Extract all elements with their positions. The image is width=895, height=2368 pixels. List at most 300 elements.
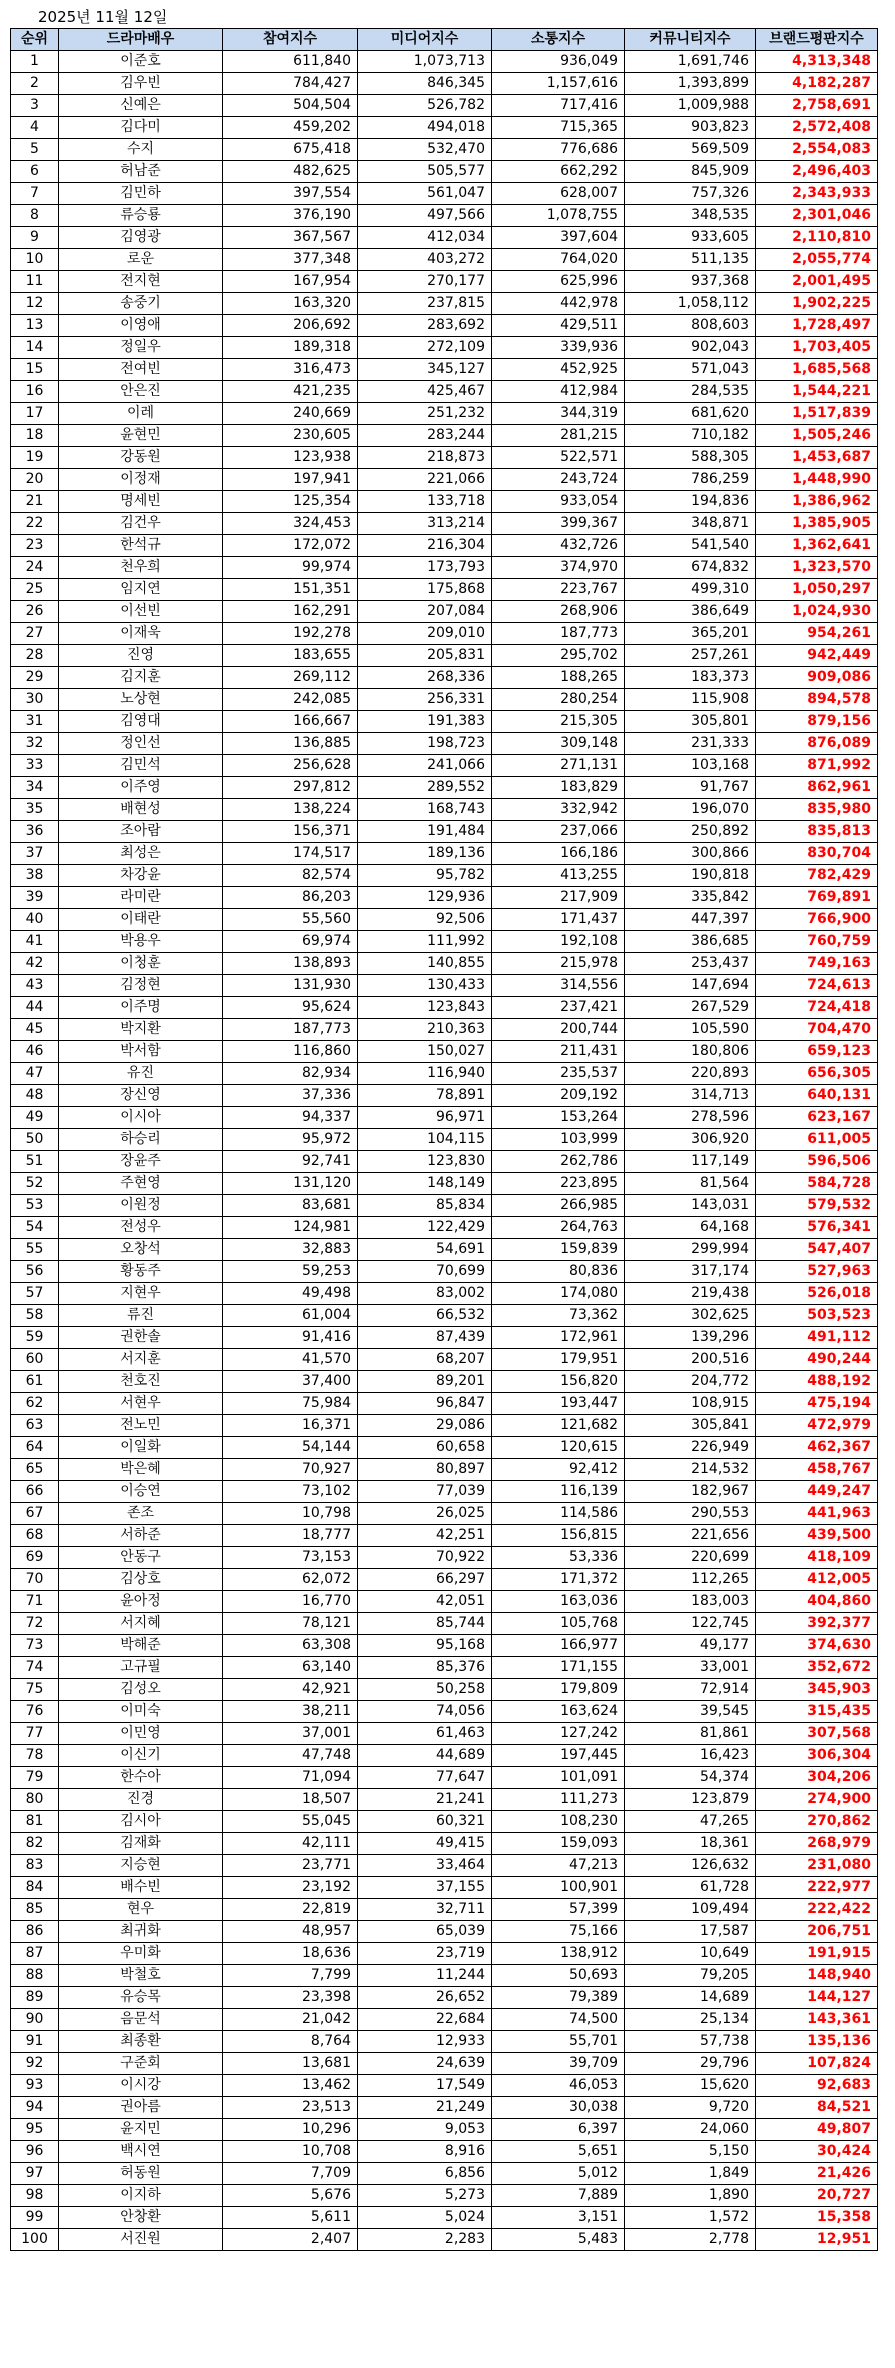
media-cell: 256,331	[358, 689, 492, 711]
community-cell: 588,305	[625, 447, 756, 469]
communication-cell: 625,996	[492, 271, 625, 293]
rank-cell: 89	[11, 1987, 59, 2009]
communication-cell: 153,264	[492, 1107, 625, 1129]
brand-index-cell: 835,813	[756, 821, 878, 843]
communication-cell: 432,726	[492, 535, 625, 557]
rank-cell: 13	[11, 315, 59, 337]
table-row	[11, 1283, 878, 1305]
brand-index-cell: 15,358	[756, 2207, 878, 2229]
media-cell: 12,933	[358, 2031, 492, 2053]
media-cell: 85,834	[358, 1195, 492, 1217]
table-row	[11, 1679, 878, 1701]
actor-name-cell: 허남준	[59, 161, 223, 183]
media-cell: 96,971	[358, 1107, 492, 1129]
community-cell: 226,949	[625, 1437, 756, 1459]
communication-cell: 46,053	[492, 2075, 625, 2097]
community-cell: 47,265	[625, 1811, 756, 1833]
rank-cell: 97	[11, 2163, 59, 2185]
community-cell: 14,689	[625, 1987, 756, 2009]
community-cell: 257,261	[625, 645, 756, 667]
community-cell: 18,361	[625, 1833, 756, 1855]
rank-cell: 22	[11, 513, 59, 535]
table-row	[11, 1613, 878, 1635]
media-cell: 272,109	[358, 337, 492, 359]
table-row	[11, 73, 878, 95]
media-cell: 21,249	[358, 2097, 492, 2119]
participation-cell: 163,320	[223, 293, 358, 315]
actor-name-cell: 조아람	[59, 821, 223, 843]
communication-cell: 80,836	[492, 1261, 625, 1283]
table-row	[11, 271, 878, 293]
community-cell: 72,914	[625, 1679, 756, 1701]
media-cell: 77,039	[358, 1481, 492, 1503]
table-row	[11, 557, 878, 579]
participation-cell: 37,001	[223, 1723, 358, 1745]
brand-index-cell: 144,127	[756, 1987, 878, 2009]
actor-name-cell: 박해준	[59, 1635, 223, 1657]
communication-cell: 5,483	[492, 2229, 625, 2251]
communication-cell: 215,978	[492, 953, 625, 975]
media-cell: 11,244	[358, 1965, 492, 1987]
participation-cell: 62,072	[223, 1569, 358, 1591]
communication-cell: 53,336	[492, 1547, 625, 1569]
brand-index-cell: 526,018	[756, 1283, 878, 1305]
brand-index-cell: 1,050,297	[756, 579, 878, 601]
brand-index-cell: 84,521	[756, 2097, 878, 2119]
communication-cell: 179,809	[492, 1679, 625, 1701]
table-row	[11, 931, 878, 953]
brand-index-cell: 704,470	[756, 1019, 878, 1041]
communication-cell: 75,166	[492, 1921, 625, 1943]
participation-cell: 21,042	[223, 2009, 358, 2031]
communication-cell: 717,416	[492, 95, 625, 117]
communication-cell: 174,080	[492, 1283, 625, 1305]
table-row	[11, 1305, 878, 1327]
communication-cell: 163,624	[492, 1701, 625, 1723]
community-cell: 139,296	[625, 1327, 756, 1349]
media-cell: 9,053	[358, 2119, 492, 2141]
actor-name-cell: 지승현	[59, 1855, 223, 1877]
table-row	[11, 909, 878, 931]
actor-name-cell: 천호진	[59, 1371, 223, 1393]
table-row	[11, 1701, 878, 1723]
rank-cell: 80	[11, 1789, 59, 1811]
actor-name-cell: 유진	[59, 1063, 223, 1085]
brand-index-cell: 1,385,905	[756, 513, 878, 535]
media-cell: 5,024	[358, 2207, 492, 2229]
media-cell: 111,992	[358, 931, 492, 953]
brand-index-cell: 1,505,246	[756, 425, 878, 447]
media-cell: 526,782	[358, 95, 492, 117]
communication-cell: 266,985	[492, 1195, 625, 1217]
media-cell: 133,718	[358, 491, 492, 513]
communication-cell: 309,148	[492, 733, 625, 755]
actor-name-cell: 박서함	[59, 1041, 223, 1063]
rank-cell: 66	[11, 1481, 59, 1503]
media-cell: 66,297	[358, 1569, 492, 1591]
communication-cell: 776,686	[492, 139, 625, 161]
brand-index-cell: 579,532	[756, 1195, 878, 1217]
actor-name-cell: 음문석	[59, 2009, 223, 2031]
participation-cell: 63,308	[223, 1635, 358, 1657]
participation-cell: 5,611	[223, 2207, 358, 2229]
actor-name-cell: 존조	[59, 1503, 223, 1525]
community-cell: 147,694	[625, 975, 756, 997]
table-row	[11, 799, 878, 821]
communication-cell: 522,571	[492, 447, 625, 469]
community-cell: 314,713	[625, 1085, 756, 1107]
communication-cell: 100,901	[492, 1877, 625, 1899]
community-cell: 541,540	[625, 535, 756, 557]
table-row	[11, 315, 878, 337]
brand-index-cell: 488,192	[756, 1371, 878, 1393]
rank-cell: 9	[11, 227, 59, 249]
actor-name-cell: 김건우	[59, 513, 223, 535]
communication-cell: 101,091	[492, 1767, 625, 1789]
actor-name-cell: 이시강	[59, 2075, 223, 2097]
actor-name-cell: 김정현	[59, 975, 223, 997]
participation-cell: 125,354	[223, 491, 358, 513]
participation-cell: 230,605	[223, 425, 358, 447]
communication-cell: 243,724	[492, 469, 625, 491]
communication-cell: 163,036	[492, 1591, 625, 1613]
community-cell: 126,632	[625, 1855, 756, 1877]
brand-index-cell: 458,767	[756, 1459, 878, 1481]
community-cell: 204,772	[625, 1371, 756, 1393]
brand-index-cell: 659,123	[756, 1041, 878, 1063]
communication-cell: 127,242	[492, 1723, 625, 1745]
rank-cell: 38	[11, 865, 59, 887]
table-row	[11, 579, 878, 601]
media-cell: 412,034	[358, 227, 492, 249]
rank-cell: 19	[11, 447, 59, 469]
actor-name-cell: 구준회	[59, 2053, 223, 2075]
brand-index-cell: 306,304	[756, 1745, 878, 1767]
rank-cell: 55	[11, 1239, 59, 1261]
table-row	[11, 1811, 878, 1833]
actor-name-cell: 지현우	[59, 1283, 223, 1305]
brand-index-cell: 954,261	[756, 623, 878, 645]
media-cell: 44,689	[358, 1745, 492, 1767]
media-cell: 50,258	[358, 1679, 492, 1701]
rank-cell: 75	[11, 1679, 59, 1701]
participation-cell: 86,203	[223, 887, 358, 909]
rank-cell: 17	[11, 403, 59, 425]
brand-index-cell: 4,182,287	[756, 73, 878, 95]
brand-index-cell: 871,992	[756, 755, 878, 777]
rank-cell: 6	[11, 161, 59, 183]
table-row	[11, 183, 878, 205]
table-row	[11, 337, 878, 359]
community-cell: 103,168	[625, 755, 756, 777]
communication-cell: 339,936	[492, 337, 625, 359]
rank-cell: 62	[11, 1393, 59, 1415]
community-cell: 808,603	[625, 315, 756, 337]
rank-cell: 64	[11, 1437, 59, 1459]
table-row	[11, 2009, 878, 2031]
media-cell: 148,149	[358, 1173, 492, 1195]
table-row	[11, 447, 878, 469]
rank-cell: 7	[11, 183, 59, 205]
media-cell: 425,467	[358, 381, 492, 403]
brand-index-cell: 1,448,990	[756, 469, 878, 491]
brand-index-cell: 315,435	[756, 1701, 878, 1723]
participation-cell: 18,507	[223, 1789, 358, 1811]
table-row	[11, 1569, 878, 1591]
participation-cell: 18,777	[223, 1525, 358, 1547]
media-cell: 70,922	[358, 1547, 492, 1569]
brand-index-cell: 503,523	[756, 1305, 878, 1327]
rank-cell: 57	[11, 1283, 59, 1305]
actor-name-cell: 이태란	[59, 909, 223, 931]
communication-cell: 628,007	[492, 183, 625, 205]
community-cell: 253,437	[625, 953, 756, 975]
actor-name-cell: 안동구	[59, 1547, 223, 1569]
rank-cell: 23	[11, 535, 59, 557]
table-row	[11, 139, 878, 161]
media-cell: 95,782	[358, 865, 492, 887]
rank-cell: 48	[11, 1085, 59, 1107]
media-cell: 150,027	[358, 1041, 492, 1063]
table-row	[11, 359, 878, 381]
rank-cell: 76	[11, 1701, 59, 1723]
rank-cell: 53	[11, 1195, 59, 1217]
communication-cell: 79,389	[492, 1987, 625, 2009]
table-row	[11, 1877, 878, 1899]
participation-cell: 192,278	[223, 623, 358, 645]
brand-index-cell: 876,089	[756, 733, 878, 755]
actor-name-cell: 김영대	[59, 711, 223, 733]
participation-cell: 189,318	[223, 337, 358, 359]
brand-index-cell: 656,305	[756, 1063, 878, 1085]
table-row	[11, 1393, 878, 1415]
community-cell: 180,806	[625, 1041, 756, 1063]
media-cell: 218,873	[358, 447, 492, 469]
table-row	[11, 1591, 878, 1613]
table-row	[11, 1789, 878, 1811]
brand-index-cell: 135,136	[756, 2031, 878, 2053]
brand-index-cell: 475,194	[756, 1393, 878, 1415]
actor-name-cell: 이주영	[59, 777, 223, 799]
communication-cell: 332,942	[492, 799, 625, 821]
table-row	[11, 1085, 878, 1107]
rank-cell: 71	[11, 1591, 59, 1613]
rank-cell: 96	[11, 2141, 59, 2163]
community-cell: 937,368	[625, 271, 756, 293]
rank-cell: 81	[11, 1811, 59, 1833]
actor-name-cell: 차강윤	[59, 865, 223, 887]
brand-index-cell: 21,426	[756, 2163, 878, 2185]
community-cell: 365,201	[625, 623, 756, 645]
brand-index-cell: 527,963	[756, 1261, 878, 1283]
participation-cell: 269,112	[223, 667, 358, 689]
actor-name-cell: 이청훈	[59, 953, 223, 975]
rank-cell: 52	[11, 1173, 59, 1195]
actor-name-cell: 현우	[59, 1899, 223, 1921]
communication-cell: 188,265	[492, 667, 625, 689]
actor-name-cell: 한수아	[59, 1767, 223, 1789]
actor-name-cell: 권한솔	[59, 1327, 223, 1349]
media-cell: 189,136	[358, 843, 492, 865]
media-cell: 237,815	[358, 293, 492, 315]
rank-cell: 65	[11, 1459, 59, 1481]
brand-index-cell: 2,301,046	[756, 205, 878, 227]
community-cell: 54,374	[625, 1767, 756, 1789]
table-row	[11, 469, 878, 491]
community-cell: 710,182	[625, 425, 756, 447]
community-cell: 143,031	[625, 1195, 756, 1217]
brand-index-cell: 374,630	[756, 1635, 878, 1657]
communication-cell: 662,292	[492, 161, 625, 183]
brand-index-cell: 2,496,403	[756, 161, 878, 183]
table-row	[11, 2053, 878, 2075]
table-row	[11, 975, 878, 997]
community-cell: 511,135	[625, 249, 756, 271]
community-cell: 200,516	[625, 1349, 756, 1371]
table-row	[11, 1547, 878, 1569]
participation-cell: 70,927	[223, 1459, 358, 1481]
rank-cell: 60	[11, 1349, 59, 1371]
media-cell: 505,577	[358, 161, 492, 183]
communication-cell: 215,305	[492, 711, 625, 733]
media-cell: 66,532	[358, 1305, 492, 1327]
media-cell: 129,936	[358, 887, 492, 909]
participation-cell: 367,567	[223, 227, 358, 249]
actor-name-cell: 김다미	[59, 117, 223, 139]
participation-cell: 83,681	[223, 1195, 358, 1217]
actor-name-cell: 라미란	[59, 887, 223, 909]
communication-cell: 171,372	[492, 1569, 625, 1591]
participation-cell: 47,748	[223, 1745, 358, 1767]
media-cell: 191,484	[358, 821, 492, 843]
brand-index-cell: 307,568	[756, 1723, 878, 1745]
table-row	[11, 1415, 878, 1437]
participation-cell: 8,764	[223, 2031, 358, 2053]
communication-cell: 281,215	[492, 425, 625, 447]
rank-cell: 78	[11, 1745, 59, 1767]
brand-index-cell: 2,343,933	[756, 183, 878, 205]
header-communication: 소통지수	[492, 29, 625, 51]
brand-index-cell: 392,377	[756, 1613, 878, 1635]
communication-cell: 74,500	[492, 2009, 625, 2031]
rank-cell: 27	[11, 623, 59, 645]
communication-cell: 159,839	[492, 1239, 625, 1261]
community-cell: 122,745	[625, 1613, 756, 1635]
communication-cell: 47,213	[492, 1855, 625, 1877]
community-cell: 183,373	[625, 667, 756, 689]
brand-index-cell: 2,554,083	[756, 139, 878, 161]
participation-cell: 61,004	[223, 1305, 358, 1327]
actor-name-cell: 이승연	[59, 1481, 223, 1503]
participation-cell: 297,812	[223, 777, 358, 799]
participation-cell: 16,371	[223, 1415, 358, 1437]
communication-cell: 271,131	[492, 755, 625, 777]
actor-name-cell: 윤지민	[59, 2119, 223, 2141]
rank-cell: 32	[11, 733, 59, 755]
header-participation: 참여지수	[223, 29, 358, 51]
communication-cell: 116,139	[492, 1481, 625, 1503]
brand-index-cell: 1,453,687	[756, 447, 878, 469]
community-cell: 196,070	[625, 799, 756, 821]
table-row	[11, 513, 878, 535]
community-cell: 786,259	[625, 469, 756, 491]
rank-cell: 61	[11, 1371, 59, 1393]
communication-cell: 57,399	[492, 1899, 625, 1921]
media-cell: 60,321	[358, 1811, 492, 1833]
participation-cell: 397,554	[223, 183, 358, 205]
table-row	[11, 1437, 878, 1459]
media-cell: 173,793	[358, 557, 492, 579]
actor-name-cell: 정일우	[59, 337, 223, 359]
community-cell: 1,890	[625, 2185, 756, 2207]
communication-cell: 344,319	[492, 403, 625, 425]
community-cell: 109,494	[625, 1899, 756, 1921]
brand-index-cell: 20,727	[756, 2185, 878, 2207]
brand-index-cell: 2,110,810	[756, 227, 878, 249]
participation-cell: 7,709	[223, 2163, 358, 2185]
communication-cell: 55,701	[492, 2031, 625, 2053]
media-cell: 270,177	[358, 271, 492, 293]
media-cell: 37,155	[358, 1877, 492, 1899]
rank-cell: 82	[11, 1833, 59, 1855]
communication-cell: 764,020	[492, 249, 625, 271]
community-cell: 79,205	[625, 1965, 756, 1987]
communication-cell: 374,970	[492, 557, 625, 579]
rank-cell: 30	[11, 689, 59, 711]
brand-index-cell: 4,313,348	[756, 51, 878, 73]
actor-name-cell: 노상현	[59, 689, 223, 711]
actor-name-cell: 안은진	[59, 381, 223, 403]
media-cell: 345,127	[358, 359, 492, 381]
participation-cell: 504,504	[223, 95, 358, 117]
brand-index-cell: 222,977	[756, 1877, 878, 1899]
actor-name-cell: 강동원	[59, 447, 223, 469]
communication-cell: 138,912	[492, 1943, 625, 1965]
media-cell: 80,897	[358, 1459, 492, 1481]
brand-index-cell: 1,728,497	[756, 315, 878, 337]
communication-cell: 156,820	[492, 1371, 625, 1393]
rank-cell: 63	[11, 1415, 59, 1437]
actor-name-cell: 오창석	[59, 1239, 223, 1261]
participation-cell: 16,770	[223, 1591, 358, 1613]
media-cell: 61,463	[358, 1723, 492, 1745]
actor-name-cell: 이원정	[59, 1195, 223, 1217]
community-cell: 757,326	[625, 183, 756, 205]
communication-cell: 193,447	[492, 1393, 625, 1415]
brand-index-cell: 1,517,839	[756, 403, 878, 425]
media-cell: 32,711	[358, 1899, 492, 1921]
communication-cell: 5,651	[492, 2141, 625, 2163]
media-cell: 494,018	[358, 117, 492, 139]
participation-cell: 116,860	[223, 1041, 358, 1063]
rank-cell: 44	[11, 997, 59, 1019]
media-cell: 123,843	[358, 997, 492, 1019]
communication-cell: 183,829	[492, 777, 625, 799]
table-row	[11, 777, 878, 799]
actor-name-cell: 이정재	[59, 469, 223, 491]
actor-name-cell: 서지훈	[59, 1349, 223, 1371]
participation-cell: 23,771	[223, 1855, 358, 1877]
participation-cell: 376,190	[223, 205, 358, 227]
community-cell: 1,009,988	[625, 95, 756, 117]
table-row	[11, 1943, 878, 1965]
community-cell: 305,801	[625, 711, 756, 733]
communication-cell: 197,445	[492, 1745, 625, 1767]
community-cell: 1,393,899	[625, 73, 756, 95]
actor-name-cell: 서하준	[59, 1525, 223, 1547]
brand-index-cell: 472,979	[756, 1415, 878, 1437]
table-row	[11, 1195, 878, 1217]
